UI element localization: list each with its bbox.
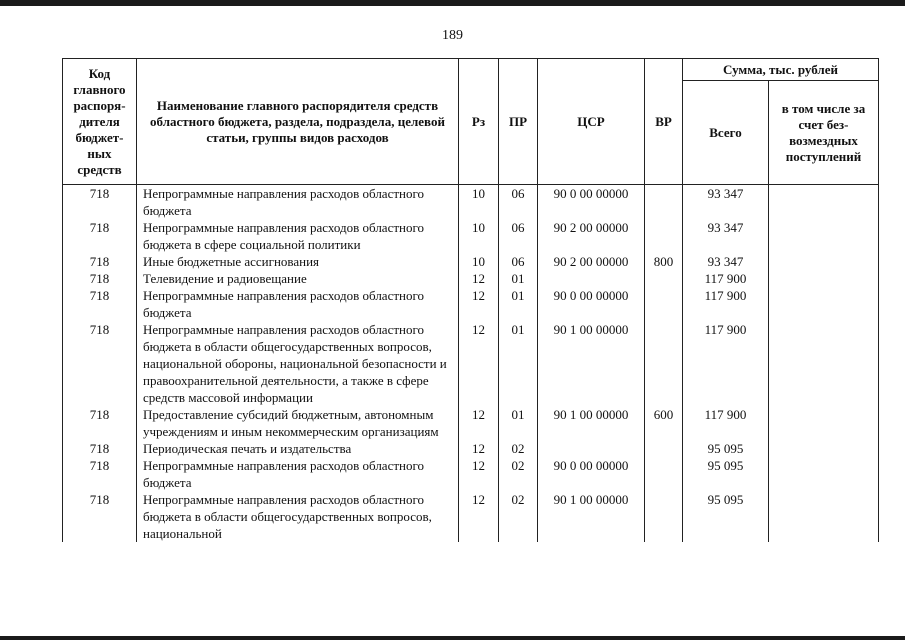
cell-vr: [645, 491, 683, 542]
cell-total: 117 900: [683, 270, 769, 287]
cell-total: 117 900: [683, 406, 769, 440]
cell-code: 718: [63, 253, 137, 270]
cell-csr: 90 1 00 00000: [538, 406, 645, 440]
cell-incl: [769, 287, 879, 321]
cell-incl: [769, 270, 879, 287]
cell-incl: [769, 406, 879, 440]
cell-pr: 06: [499, 219, 538, 253]
header-total: Всего: [683, 81, 769, 185]
cell-total: 95 095: [683, 440, 769, 457]
page-number: 189: [442, 28, 463, 43]
table-row: [63, 457, 879, 491]
top-border: [0, 0, 905, 6]
cell-rz: 12: [459, 457, 499, 491]
cell-pr: 06: [499, 185, 538, 220]
cell-pr: 01: [499, 287, 538, 321]
cell-name: Телевидение и радиовещание: [137, 270, 459, 287]
cell-vr: [645, 219, 683, 253]
cell-code: 718: [63, 185, 137, 220]
cell-rz: 10: [459, 219, 499, 253]
budget-table: [62, 58, 879, 542]
header-incl: в том числе за счет без-возмездных поступлений: [769, 81, 879, 185]
cell-vr: [645, 457, 683, 491]
cell-name: Иные бюджетные ассигнования: [137, 253, 459, 270]
table-body: [63, 185, 879, 543]
cell-name: Непрограммные направления расходов областного бюджета в области общегосударственных вопросов, национальной: [137, 491, 459, 542]
cell-rz: 10: [459, 253, 499, 270]
table-header: [63, 59, 879, 185]
cell-csr: 90 1 00 00000: [538, 321, 645, 406]
cell-code: 718: [63, 321, 137, 406]
header-csr: ЦСР: [538, 59, 645, 185]
cell-total: 95 095: [683, 457, 769, 491]
cell-vr: 800: [645, 253, 683, 270]
cell-rz: 12: [459, 287, 499, 321]
cell-csr: [538, 440, 645, 457]
cell-code: 718: [63, 219, 137, 253]
cell-code: 718: [63, 406, 137, 440]
cell-total: 93 347: [683, 185, 769, 220]
table-row: [63, 406, 879, 440]
table-row: [63, 440, 879, 457]
cell-csr: 90 0 00 00000: [538, 287, 645, 321]
cell-pr: 02: [499, 491, 538, 542]
cell-csr: 90 0 00 00000: [538, 457, 645, 491]
cell-total: 117 900: [683, 321, 769, 406]
header-sum: Сумма, тыс. рублей: [683, 59, 879, 81]
cell-vr: [645, 270, 683, 287]
cell-name: Непрограммные направления расходов областного бюджета: [137, 287, 459, 321]
cell-rz: 12: [459, 491, 499, 542]
cell-pr: 02: [499, 440, 538, 457]
cell-vr: [645, 287, 683, 321]
cell-csr: [538, 270, 645, 287]
cell-code: 718: [63, 457, 137, 491]
cell-code: 718: [63, 440, 137, 457]
cell-name: Непрограммные направления расходов областного бюджета: [137, 185, 459, 220]
cell-vr: 600: [645, 406, 683, 440]
cell-incl: [769, 457, 879, 491]
cell-code: 718: [63, 287, 137, 321]
cell-incl: [769, 491, 879, 542]
header-name: Наименование главного распорядителя средств областного бюджета, раздела, подраздела, целевой статьи, группы видов расходов: [137, 59, 459, 185]
cell-code: 718: [63, 270, 137, 287]
cell-vr: [645, 321, 683, 406]
cell-incl: [769, 440, 879, 457]
cell-pr: 02: [499, 457, 538, 491]
cell-total: 93 347: [683, 253, 769, 270]
cell-name: Непрограммные направления расходов областного бюджета в сфере социальной политики: [137, 219, 459, 253]
cell-rz: 12: [459, 270, 499, 287]
bottom-border: [0, 636, 905, 640]
header-pr: ПР: [499, 59, 538, 185]
cell-name: Непрограммные направления расходов областного бюджета: [137, 457, 459, 491]
table-row: [63, 321, 879, 406]
cell-csr: 90 2 00 00000: [538, 253, 645, 270]
cell-incl: [769, 185, 879, 220]
cell-incl: [769, 321, 879, 406]
cell-name: Предоставление субсидий бюджетным, автономным учреждениям и иным некоммерческим организациям: [137, 406, 459, 440]
cell-name: Периодическая печать и издательства: [137, 440, 459, 457]
table-row: [63, 491, 879, 542]
cell-pr: 01: [499, 321, 538, 406]
cell-incl: [769, 253, 879, 270]
cell-code: 718: [63, 491, 137, 542]
table-row: [63, 253, 879, 270]
header-rz: Рз: [459, 59, 499, 185]
cell-incl: [769, 219, 879, 253]
header-code: Код главного распоря-дителя бюджет-ных средств: [63, 59, 137, 185]
cell-name: Непрограммные направления расходов областного бюджета в области общегосударственных вопросов, национальной обороны, национальной безопасности и правоохранительной деятельности, а также в сфере средств массовой информации: [137, 321, 459, 406]
cell-total: 117 900: [683, 287, 769, 321]
table-row: [63, 270, 879, 287]
cell-vr: [645, 440, 683, 457]
cell-pr: 01: [499, 406, 538, 440]
cell-csr: 90 2 00 00000: [538, 219, 645, 253]
cell-rz: 12: [459, 406, 499, 440]
table-row: [63, 287, 879, 321]
cell-total: 95 095: [683, 491, 769, 542]
cell-rz: 12: [459, 321, 499, 406]
cell-rz: 12: [459, 440, 499, 457]
cell-vr: [645, 185, 683, 220]
cell-csr: 90 1 00 00000: [538, 491, 645, 542]
header-vr: ВР: [645, 59, 683, 185]
table-row: [63, 185, 879, 220]
cell-rz: 10: [459, 185, 499, 220]
cell-pr: 06: [499, 253, 538, 270]
cell-total: 93 347: [683, 219, 769, 253]
table-row: [63, 219, 879, 253]
cell-pr: 01: [499, 270, 538, 287]
cell-csr: 90 0 00 00000: [538, 185, 645, 220]
